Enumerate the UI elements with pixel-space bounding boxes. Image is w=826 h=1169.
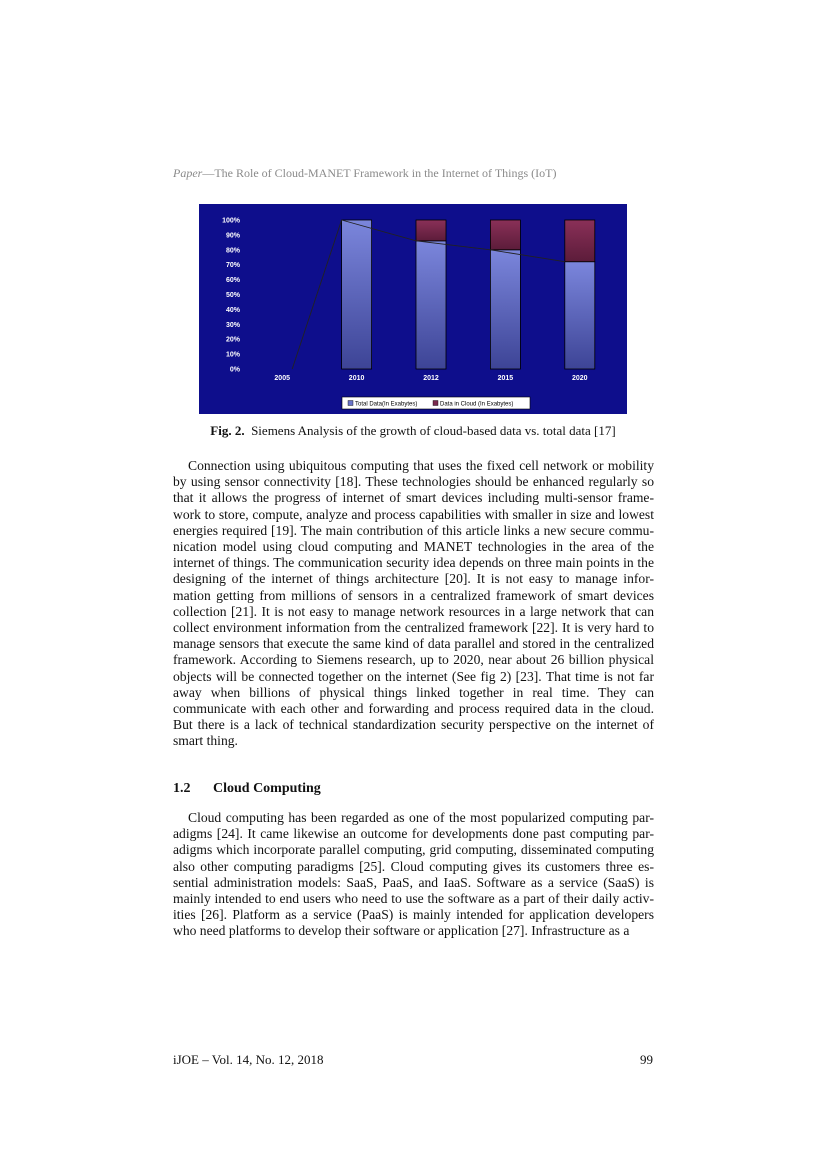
bar-total-data [490,250,520,369]
running-head [173,166,556,181]
y-tick-label: 0% [229,366,240,374]
section-heading [173,781,321,797]
paragraph-1: Connection using ubiquitous computing that uses the fixed cell network or mobility by using sensor connectivity [18]. These technologies should be enhanced regularly so that it allows the progress of internet of smart devices including multi-sensor frame-work to store, compute, analyze and process capabilities with smaller in size and lowest energies required [19]. The main contribution of this article links a new secure commu-nication model using cloud computing and MANET technologies in the area of the internet of things. The communication security idea depends on three main points in the designing of the internet of things architecture [20]. It is not easy to manage infor-mation getting from millions of sensors in a centralized framework of smart devices collection [21]. It is not easy to manage network resources in a large network that can collect environment information from the centralized framework [22]. It is very hard to manage sensors that execute the same kind of data parallel and stored in the centralized framework. According to Siemens research, up to 2020, near about 26 billion physical objects will be connected together on the internet (See fig 2) [23]. That time is not far away when billions of physical things linked together in real time. They can communicate with each other and forwarding and process required data in the cloud. But there is a lack of technical standardization security perspective on the internet of smart thing. [173,458,654,749]
caption-label: Fig. 2. [210,423,245,438]
legend-swatch [433,401,438,406]
y-tick-label: 100% [222,217,240,225]
x-tick-label: 2005 [274,375,290,382]
bar-total-data [416,241,446,369]
bar-cloud-data [490,220,520,250]
y-tick-label: 40% [225,306,240,314]
figure-chart [199,204,627,414]
y-tick-label: 90% [225,232,240,240]
bar-cloud-data [416,220,446,241]
figure-caption [0,423,826,439]
bar-total-data [342,220,372,369]
footer-journal: iJOE – Vol. 14, No. 12, 2018 [173,1052,324,1067]
paragraph-cloud-computing [173,810,654,940]
y-tick-label: 20% [225,336,240,344]
y-tick-label: 30% [225,321,240,329]
y-tick-label: 60% [225,277,240,285]
paragraph-connection [173,458,654,750]
x-tick-label: 2010 [348,375,365,382]
x-tick-label: 2012 [423,375,439,382]
y-tick-label: 80% [225,247,240,255]
legend-label: Total Data(In Exabytes) [355,401,418,408]
legend-label: Data in Cloud (In Exabytes) [440,401,514,408]
y-tick-label: 70% [225,262,240,270]
paper-label: Paper [173,166,203,180]
caption-text: Siemens Analysis of the growth of cloud-based data vs. total data [17] [251,423,616,438]
chart-background [199,204,627,414]
bar-cloud-data [565,220,595,262]
bar-total-data [565,262,595,369]
running-title: —The Role of Cloud-MANET Framework in the Internet of Things (IoT) [202,166,557,180]
paragraph-2: Cloud computing has been regarded as one of the most popularized computing par-adigms [24]. It came likewise an outcome for developments done past computing par-adigms which incorporate parallel computing, grid computing, disseminated computing also other computing paradigms [25]. Cloud computing gives its customers three es-sential administration models: SaaS, PaaS, and IaaS. Software as a service (SaaS) is mainly intended to end users who need to use the software as a part of their daily activ-ities [26]. Platform as a service (PaaS) is mainly intended for application developers who need platforms to develop their software or application [27]. Infrastructure as a [173,810,654,939]
legend-swatch [348,401,353,406]
y-tick-label: 50% [225,292,240,299]
cloud-data-chart [199,204,627,414]
footer-page-number: 99 [640,1052,653,1067]
section-number: 1.2 [173,781,191,796]
x-tick-label: 2015 [497,375,514,382]
x-tick-label: 2020 [572,375,588,382]
y-tick-label: 10% [225,351,240,359]
section-title: Cloud Computing [213,781,321,796]
